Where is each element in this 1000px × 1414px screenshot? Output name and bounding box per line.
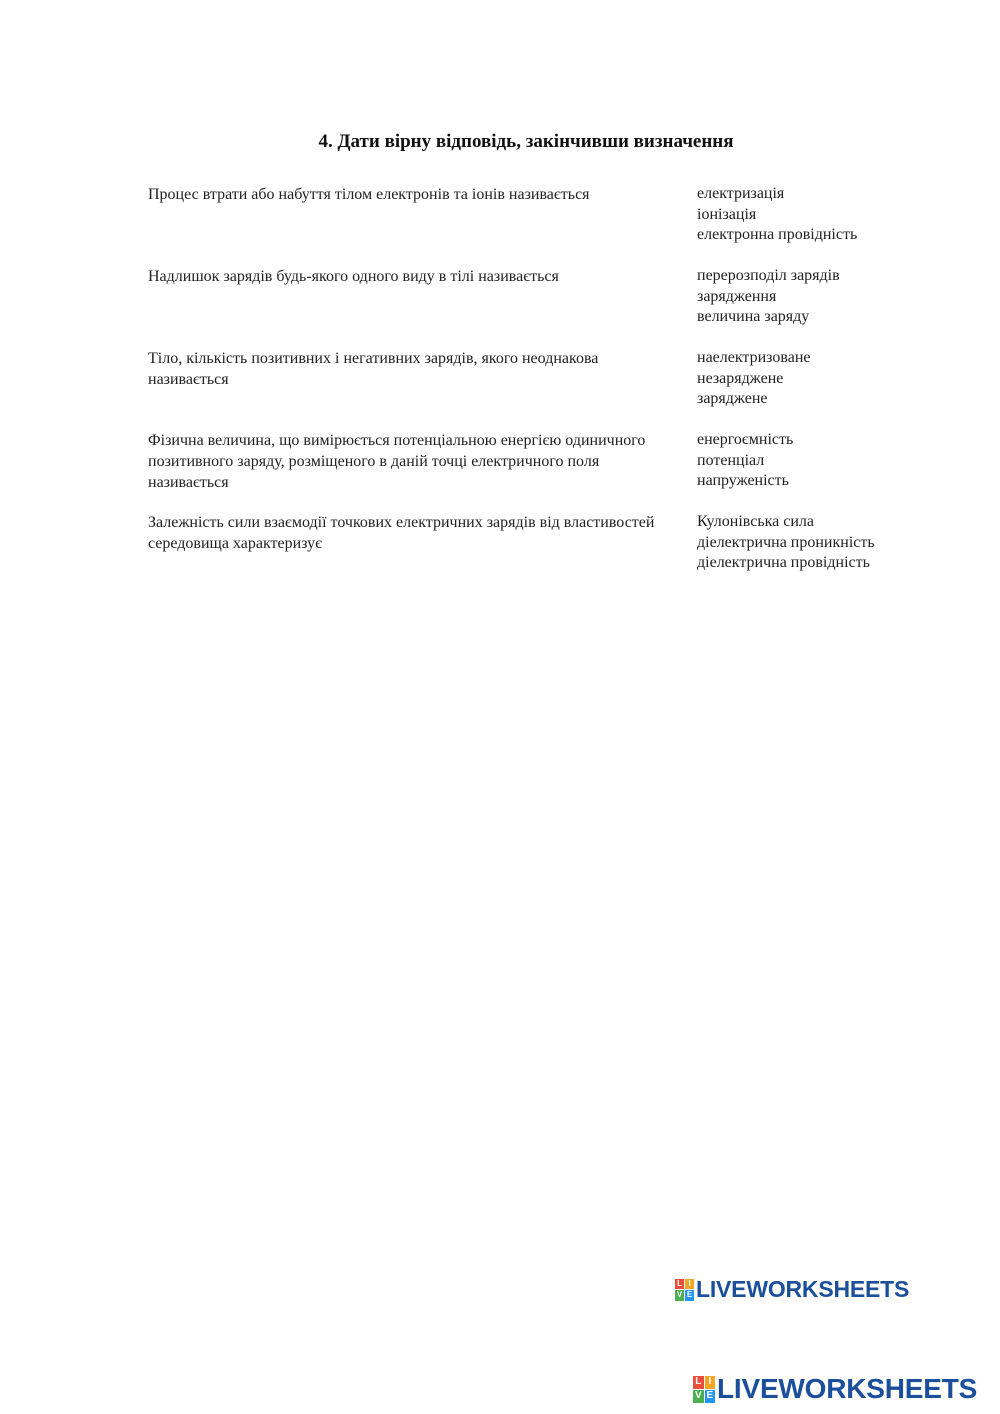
live-icon-letter: E bbox=[686, 1290, 693, 1300]
live-icon bbox=[675, 1279, 694, 1301]
liveworksheets-logo bbox=[675, 1276, 909, 1303]
answer-option[interactable]: напруженість bbox=[697, 472, 789, 490]
liveworksheets-logo-footer bbox=[693, 1373, 977, 1405]
question-text: Залежність сили взаємодії точкових електричних зарядів від властивостей середовища характеризує bbox=[148, 514, 655, 552]
answer-option[interactable]: незаряджене bbox=[697, 369, 784, 387]
question-text: Процес втрати або набуття тілом електронів та іонів називається bbox=[148, 186, 590, 203]
answer-option[interactable]: електронна провідність bbox=[697, 226, 858, 244]
live-icon-letter: L bbox=[675, 1279, 684, 1290]
live-icon-letter: V bbox=[676, 1290, 683, 1300]
logo-text: LIVEWORKSHEETS bbox=[696, 1276, 910, 1302]
answer-option[interactable]: заряджене bbox=[697, 390, 768, 408]
answer-option[interactable]: діелектрична провідність bbox=[697, 554, 870, 572]
answer-options bbox=[697, 266, 927, 328]
answer-option[interactable]: зарядження bbox=[697, 287, 777, 305]
answer-option[interactable]: електризація bbox=[697, 185, 785, 202]
answer-options bbox=[697, 512, 927, 574]
answer-options bbox=[697, 348, 927, 410]
answer-option[interactable]: Кулонівська сила bbox=[697, 513, 814, 530]
live-icon-letter: V bbox=[693, 1390, 704, 1403]
question-text: Фізична величина, що вимірюється потенціальною енергією одиничного позитивного заряду, розміщеного в даній точці електричного поля називається bbox=[148, 432, 646, 491]
live-icon-letter: I bbox=[685, 1279, 694, 1290]
answer-options bbox=[697, 184, 927, 246]
answer-option[interactable]: іонізація bbox=[697, 205, 757, 223]
question-text: Надлишок зарядів будь-якого одного виду в тілі називається bbox=[148, 268, 559, 285]
question-text: Тіло, кількість позитивних і негативних зарядів, якого неоднакова називається bbox=[148, 350, 599, 388]
live-icon-letter: E bbox=[705, 1390, 716, 1403]
answer-option[interactable]: енергоємність bbox=[697, 431, 794, 448]
answer-option[interactable]: потенціал bbox=[697, 451, 765, 469]
worksheet-title: 4. Дати вірну відповідь, закінчивши визначення bbox=[318, 131, 734, 152]
answer-options bbox=[697, 430, 927, 492]
answer-option[interactable]: величина заряду bbox=[697, 308, 810, 326]
live-icon bbox=[693, 1376, 715, 1403]
answer-option[interactable]: перерозподіл зарядів bbox=[697, 267, 840, 284]
answer-option[interactable]: діелектрична проникність bbox=[697, 533, 875, 551]
live-icon-letter: L bbox=[693, 1376, 704, 1389]
logo-text: LIVEWORKSHEETS bbox=[717, 1373, 978, 1404]
live-icon-letter: I bbox=[705, 1376, 716, 1389]
answer-option[interactable]: наелектризоване bbox=[697, 349, 811, 366]
